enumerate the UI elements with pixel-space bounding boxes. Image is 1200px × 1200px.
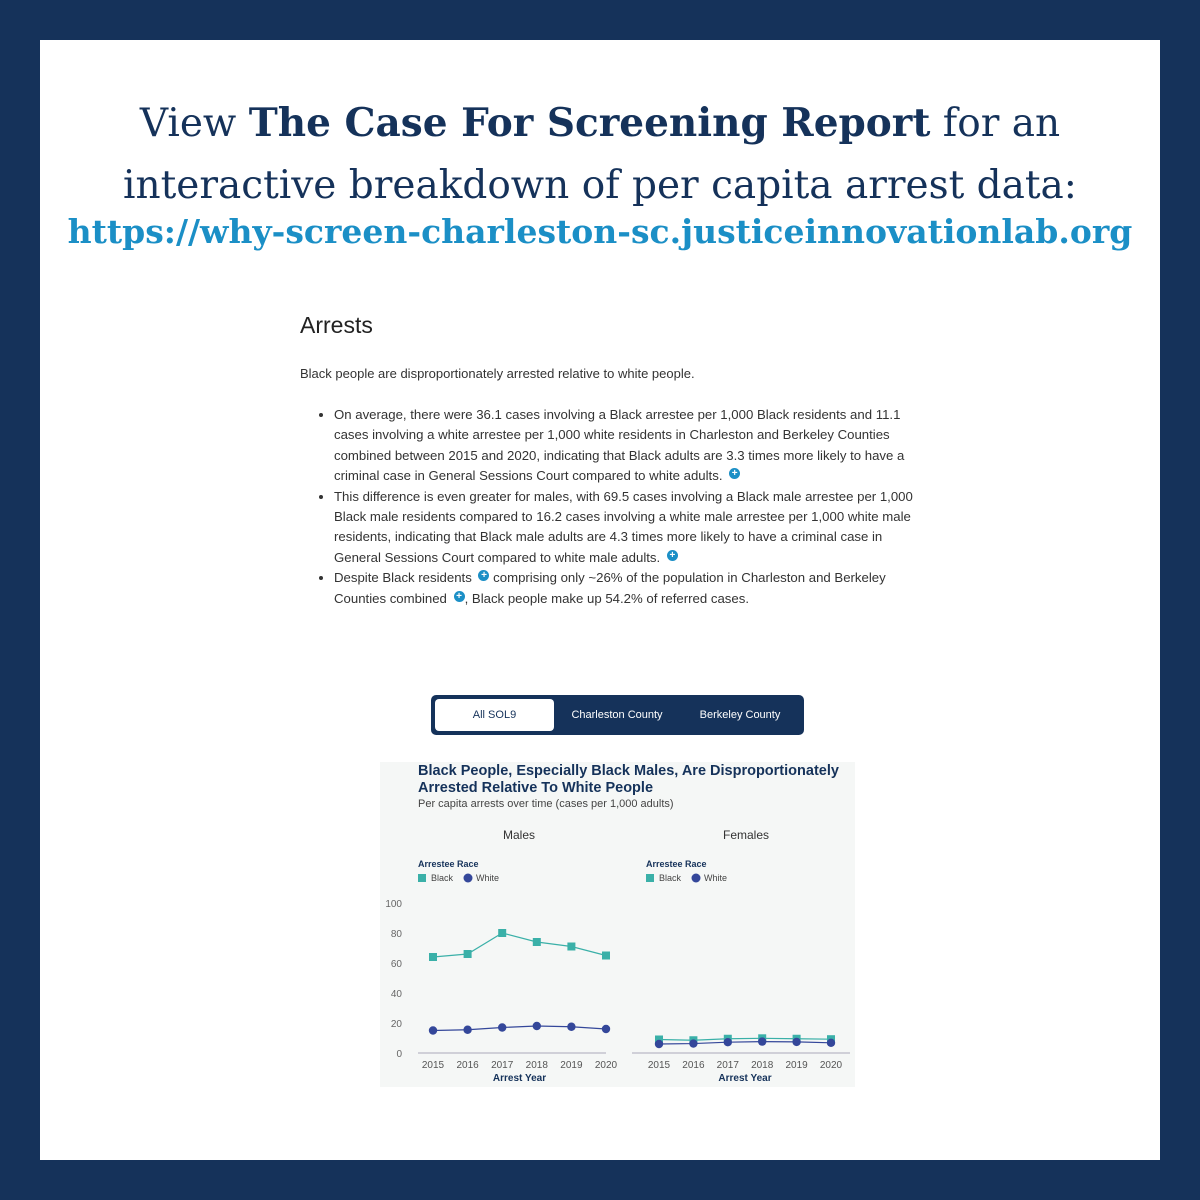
tab-charleston-county[interactable]: Charleston County — [571, 709, 663, 721]
x-tick-label: 2018 — [525, 1060, 548, 1071]
report-url-link[interactable]: https://why-screen-charleston-sc.justiceinnovationlab.org — [67, 212, 1133, 251]
y-tick-label: 80 — [390, 929, 402, 940]
data-point-white — [602, 1025, 610, 1033]
legend-swatch-white — [692, 874, 701, 883]
series-line-white — [659, 1042, 831, 1044]
findings-list — [316, 405, 924, 609]
data-point-white — [567, 1023, 575, 1031]
data-point-white — [792, 1038, 800, 1046]
data-point-white — [463, 1026, 471, 1034]
data-point-black — [602, 952, 610, 960]
data-point-white — [533, 1022, 541, 1030]
panel-title: Females — [722, 828, 770, 842]
x-tick-label: 2016 — [456, 1060, 479, 1071]
data-point-black — [533, 938, 541, 946]
arrests-chart — [380, 762, 855, 1087]
info-plus-icon[interactable]: + — [729, 468, 740, 479]
y-tick-label: 100 — [385, 899, 402, 910]
section-intro: Black people are disproportionately arrested relative to white people. — [300, 366, 695, 381]
x-tick-label: 2018 — [751, 1060, 774, 1071]
report-name: The Case For Screening Report — [248, 100, 931, 146]
series-line-white — [433, 1026, 606, 1031]
list-item — [334, 487, 924, 569]
x-tick-label: 2019 — [560, 1060, 583, 1071]
panel-title: Males — [502, 828, 536, 842]
y-tick-label: 60 — [390, 959, 402, 970]
tab-all-sol9[interactable]: All SOL9 — [435, 699, 554, 731]
headline-after-name: for an — [942, 101, 1061, 146]
legend-label-black: Black — [431, 873, 454, 883]
legend-label-white: White — [476, 873, 500, 883]
tab-berkeley-county[interactable]: Berkeley County — [699, 709, 781, 721]
data-point-white — [689, 1039, 697, 1047]
data-point-white — [724, 1038, 732, 1046]
series-line-black — [433, 933, 606, 957]
legend-label-black: Black — [659, 873, 682, 883]
data-point-white — [827, 1039, 835, 1047]
bullet-text: Despite Black residents — [334, 570, 472, 586]
y-tick-label: 20 — [390, 1019, 402, 1030]
x-tick-label: 2020 — [594, 1060, 618, 1071]
x-tick-label: 2015 — [647, 1060, 671, 1071]
section-title: Arrests — [300, 312, 373, 338]
headline-view: View — [139, 101, 237, 146]
headline-line2: interactive breakdown of per capita arrest data: — [123, 163, 1077, 208]
data-point-white — [758, 1037, 766, 1045]
legend-swatch-black — [646, 874, 654, 882]
bullet-text: , Black people make up 54.2% of referred cases. — [464, 590, 749, 606]
legend-swatch-white — [464, 874, 473, 883]
bullet-text: comprising only ~26% of the population in Charleston and Berkeley Counties combined — [334, 570, 886, 606]
x-tick-label: 2017 — [491, 1060, 514, 1071]
x-axis-label: Arrest Year — [718, 1073, 772, 1084]
data-point-black — [464, 950, 472, 958]
x-tick-label: 2016 — [682, 1060, 705, 1071]
x-tick-label: 2017 — [716, 1060, 739, 1071]
data-point-white — [498, 1023, 506, 1031]
data-point-black — [429, 953, 437, 961]
x-axis-label: Arrest Year — [492, 1073, 547, 1084]
x-tick-label: 2020 — [819, 1060, 843, 1071]
list-item — [334, 568, 924, 609]
data-point-black — [498, 929, 506, 937]
y-tick-label: 0 — [396, 1049, 402, 1060]
series-line-black — [659, 1038, 831, 1040]
list-item — [334, 405, 924, 487]
data-point-white — [655, 1040, 663, 1048]
x-tick-label: 2019 — [785, 1060, 808, 1071]
region-tabs — [431, 695, 804, 735]
x-tick-label: 2015 — [421, 1060, 445, 1071]
chart-title: Black People, Especially Black Males, Are Disproportionately Arrested Relative To White People — [418, 763, 839, 796]
legend-title: Arrestee Race — [646, 859, 707, 869]
info-plus-icon[interactable]: + — [667, 550, 678, 561]
chart-svg — [380, 762, 855, 1087]
y-tick-label: 40 — [390, 989, 402, 1000]
legend-swatch-black — [418, 874, 426, 882]
info-plus-icon[interactable]: + — [478, 570, 489, 581]
chart-subtitle: Per capita arrests over time (cases per 1,000 adults) — [418, 798, 674, 810]
headline — [0, 92, 1200, 217]
data-point-black — [567, 943, 575, 951]
bullet-text: This difference is even greater for males, with 69.5 cases involving a Black male arrestee per 1,000 Black male residents compared to 16.2 cases involving a white male arrestee per 1,000 white male residents, indicating that Black male adults are 4.3 times more likely to have a criminal case in General Sessions Court compared to white male adults. — [334, 488, 913, 565]
bullet-text: On average, there were 36.1 cases involving a Black arrestee per 1,000 Black residents and 11.1 cases involving a white arrestee per 1,000 white residents in Charleston and Berkeley Counties combined between 2015 and 2020, indicating that Black adults are 3.3 times more likely to have a criminal case in General Sessions Court compared to white adults. — [334, 407, 905, 484]
info-plus-icon[interactable]: + — [454, 591, 465, 602]
legend-title: Arrestee Race — [418, 859, 479, 869]
legend-label-white: White — [704, 873, 728, 883]
data-point-white — [429, 1026, 437, 1034]
